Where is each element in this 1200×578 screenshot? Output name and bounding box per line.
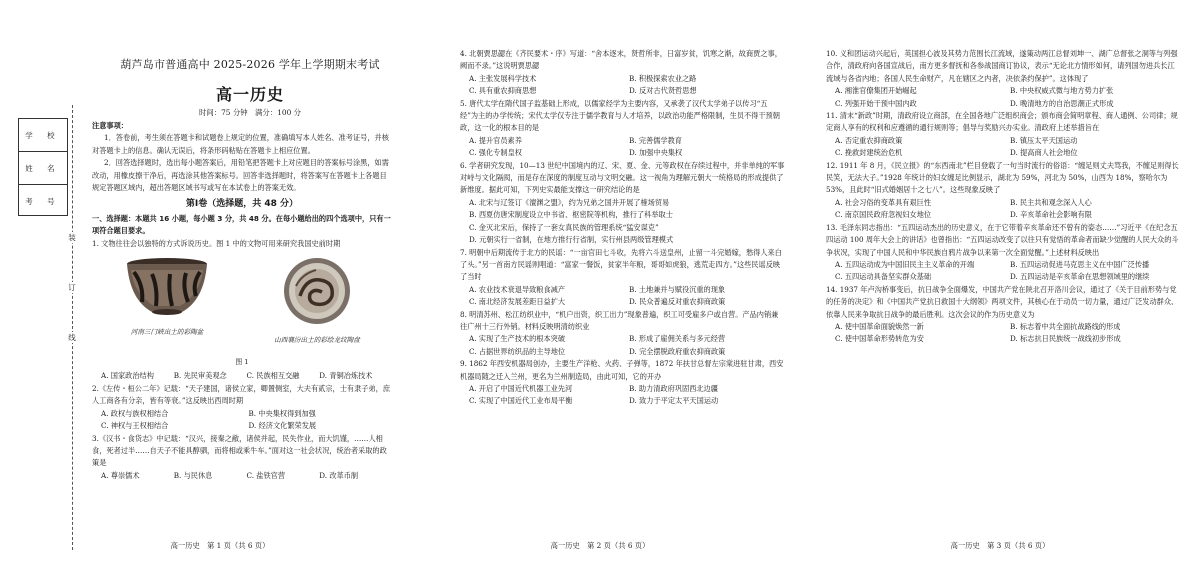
notes-title: 注意事项： [92,121,128,130]
q2-option-a[interactable]: A. 政权与族权相结合 [101,408,169,418]
question-12-stem: 12. 1911 年 8 月，《民立报》的“东西南北”栏目登载了一句当时流行的俗语：“缠足则丈夫骂我，不缠足则得长民笑，无法大子。”1928 年统计的妇女缠足比例显示，湖北为 59%，河北为 50%，山西为 18%，察哈尔为 53%，且此时“旧式婚姻居十之七八”。这些现象反映了 [826,160,1179,195]
question-12-options [835,197,1181,222]
q8-option-b[interactable]: B. 形成了雇佣关系与多元经营 [629,334,726,344]
q12-option-a[interactable]: A. 社会习俗的变革具有艰巨性 [835,197,932,207]
question-13-stem: 13. 毛泽东同志指出：“五四运动杰出的历史意义，在于它带着辛亥革命还不曾有的姿态……”习近平《在纪念五四运动 100 周年大会上的讲话》也曾指出：“五四运动改变了以往只有觉悟的革命者而缺少觉醒的人民大众的斗争状况，实现了中国人民和中华民族自鸦片战争以来第一次全面觉醒。”上述材料反映出 [826,222,1179,257]
question-2-stem: 2.《左传・桓公二年》记载：“天子建国，诸侯立家，卿置侧室，大夫有贰宗，士有隶子弟，庶人工商各有分亲，皆有等衰。”这反映出西周时期 [92,383,391,406]
question-9-options [469,383,785,408]
question-3-stem: 3.《汉书・食货志》中记载：“汉兴，接秦之敝，诸侯并起，民失作业，而大饥馑，……人相食，死者过半……自天子不能具醇驷，而将相或乘牛车。”面对这一社会状况，统治者采取的政策是 [92,433,387,468]
page2-content [460,48,785,408]
q6-option-c[interactable]: C. 金灭北宋后，保持了一套女真民族的管理系统“猛安谋克” [469,222,659,232]
exam-number-label: 考 号 [25,196,61,206]
q14-option-d[interactable]: D. 标志抗日民族统一战线初步形成 [1010,334,1121,344]
question-13-options [835,259,1181,284]
figure-caption-plate: 山西襄汾出土的彩绘龙纹陶盘 [274,336,360,345]
q2-option-c[interactable]: C. 神权与王权相结合 [101,421,169,431]
painted-pottery-basin-image [122,256,212,318]
question-6-stem: 6. 学者研究发现，10—13 世纪中国境内的辽、宋、夏、金、元等政权在存续过程中，并非单纯的军事对峙与文化隔阂，而是存在深度的制度互动与文明交融。这一视角为理解元朝大一统格局的形成提供了新维度。据此可知，下列史实最能支撑这一研究结论的是 [460,160,785,195]
question-1-stem: 1. 文物往往会以独特的方式诉说历史。图 1 中的文物可用来研究我国史前时期 [92,238,341,248]
q11-option-a[interactable]: A. 否定重农抑商政策 [835,135,903,145]
page-2-footer: 高一历史 第 2 页（共 6 页） [550,541,650,550]
q7-option-a[interactable]: A. 农业技术衰退导致粮食减产 [469,284,566,294]
page-3-footer: 高一历史 第 3 页（共 6 页） [950,541,1050,550]
question-14-options [835,321,1181,346]
question-7-options [469,284,785,309]
painted-pottery-basin-figure [107,256,227,352]
q5-option-b[interactable]: B. 完善儒学教育 [629,135,682,145]
q14-option-a[interactable]: A. 使中国革命面貌焕然一新 [835,321,924,331]
figure-1-label: 图 1 [235,358,249,367]
q13-option-c[interactable]: C. 五四运动具备坚实群众基础 [835,272,932,282]
q2-option-d[interactable]: D. 经济文化繁荣发展 [248,421,317,431]
q7-option-c[interactable]: C. 南北经济发展差距日益扩大 [469,297,566,307]
question-3-options [101,470,392,482]
question-10-options [835,85,1181,110]
q5-option-d[interactable]: D. 加强中央集权 [629,148,683,158]
binding-line [72,105,73,550]
q10-option-b[interactable]: B. 中央权威式微与地方势力扩张 [1010,86,1114,96]
q8-option-a[interactable]: A. 实现了生产技术的根本突破 [469,334,566,344]
q2-option-b[interactable]: B. 中央集权得到加强 [248,408,316,418]
page1-content [92,120,392,482]
q14-option-c[interactable]: C. 使中国革命形势转危为安 [835,334,924,344]
question-11-options [835,135,1181,160]
q13-option-d[interactable]: D. 五四运动是辛亥革命在思想领域里的继续 [1010,272,1150,282]
part-1-title: 第Ⅰ卷（选择题，共 48 分） [185,199,299,210]
question-4-stem: 4. 北朝贾思勰在《齐民要术・序》写道：“舍本逐末，贤哲所非，日富岁贫，饥寒之渐，故商贾之事，阙而不录。”这说明贾思勰 [460,49,782,71]
q3-option-d[interactable]: D. 改革币制 [319,470,359,480]
note-2: 2．回答选择题时，选出每小题答案后，用铅笔把答题卡上对应题目的答案标号涂黑，如需改动，用橡皮擦干净后，再选涂其他答案标号。回答非选择题时，将答案写在答题卡上各题目规定答题区域内，超出答题区域书写或写在本试卷上的答案无效。 [92,158,389,193]
q4-option-c[interactable]: C. 具有重农抑商思想 [469,86,537,96]
question-1-options [101,370,392,382]
q7-option-b[interactable]: B. 土地兼并与赋役沉重的现象 [629,284,726,294]
q13-option-b[interactable]: B. 五四运动促进马克思主义在中国广泛传播 [1010,259,1150,269]
figure-caption-basin: 河南三门峡出土的彩陶盆 [130,328,204,337]
q4-option-d[interactable]: D. 反对古代贤哲思想 [629,86,697,96]
binding-mark-xian: 线 [68,333,76,342]
q11-option-c[interactable]: C. 挽救封建统治危机 [835,148,903,158]
q6-option-a[interactable]: A. 北宋与辽签订《澶渊之盟》，约为兄弟之国并开展了榷场贸易 [469,197,670,207]
question-5-stem: 5. 唐代太学在隋代国子监基础上形成，以儒家经学为主要内容，又承袭了汉代太学弟子以传习“五经”为主的办学传统；宋代太学仅专注于儒学教育与人才培养，以政治功能严格限制，生员不得干预朝政，这一化的根本目的是 [460,98,780,133]
question-9-stem: 9. 1862 年西安机器局创办，主要生产洋枪、火药、子弹等，1872 年扶甘总督左宗棠进驻甘肃，西安机器局随之迁入兰州，更名为兰州制造局，由此可知，它的开办 [460,359,784,381]
q3-option-b[interactable]: B. 与民休息 [173,470,213,480]
exam-time-score: 时间：75 分钟 满分：100 分 [198,108,302,117]
q6-option-b[interactable]: B. 西夏仿唐宋制度设立中书省、枢密院等机构，推行了科举取士 [469,210,673,220]
question-4-options [469,73,785,98]
q6-option-d[interactable]: D. 元朝实行一省制，在地方推行行省制，实行州县两级管理模式 [469,235,674,245]
section-intro: 一、选择题：本题共 16 小题，每小题 3 分，共 48 分。在每小题给出的四个选项中，只有一项符合题目要求。 [92,213,391,236]
name-label: 姓 名 [19,152,67,185]
q12-option-b[interactable]: B. 民主共和观念深入人心 [1010,197,1092,207]
q10-option-c[interactable]: C. 列强开始干预中国内政 [835,98,917,108]
school-label: 学 校 [19,119,67,152]
school-exam-title: 葫芦岛市普通高中 2025-2026 学年上学期期末考试 [120,58,380,71]
q12-option-c[interactable]: C. 南京国民政府忽视妇女地位 [835,210,932,220]
q1-option-a[interactable]: A. 国家政治结构 [101,371,154,381]
exam-page-1 [0,0,400,578]
q5-option-a[interactable]: A. 提升官员素养 [469,135,522,145]
q1-option-b[interactable]: B. 先民审美观念 [173,371,227,381]
q3-option-c[interactable]: C. 盐铁官营 [246,470,286,480]
q5-option-c[interactable]: C. 强化专制皇权 [469,148,522,158]
q8-option-c[interactable]: C. 占据世界纺织品的主导地位 [469,346,566,356]
page3-content [826,48,1181,346]
q1-option-c[interactable]: C. 民族相互交融 [246,371,300,381]
dragon-plate-image [282,256,352,326]
subject-title: 高一历史 [215,85,284,104]
dragon-plate-figure [257,256,377,352]
question-11-stem: 11. 清末“新政”时期，清政府设立商部，在全国各地广泛组织商会；颁布商会简明章程、商人通例、公司律；规定商人享有的权利和应遵循的通行规则等；倡导与奖励兴办实业。清政府上述举措旨在 [826,111,1178,133]
q9-option-d[interactable]: D. 致力于平定太平天国运动 [629,396,719,406]
student-info-box [18,118,68,216]
question-8-options [469,333,785,358]
q11-option-d[interactable]: D. 提高商人社会地位 [1010,148,1078,158]
note-1: 1．答卷前，考生须在答题卡和试题卷上规定的位置，准确填写本人姓名、准考证号，并核对答题卡上的信息。确认无误后，将条形码粘贴在答题卡上相应位置。 [92,133,389,155]
figure-1 [92,256,392,352]
q14-option-b[interactable]: B. 标志着中共全面抗战路线的形成 [1010,321,1121,331]
question-10-stem: 10. 义和团运动兴起后，英国担心波及其势力范围长江流域，遂策动两江总督刘坤一、湖广总督张之洞等与列强合作，清政府向各国宣战后，南方更多督抚和各参战国商订协议，表示“无论北方情形如何，请列国勿进兵长江流域与各省内地；各国人民生命财产，凡在辖区之内者，决依条约保护”。这体现了 [826,49,1178,83]
q10-option-a[interactable]: A. 湘淮官僚集团开始崛起 [835,86,917,96]
q3-option-a[interactable]: A. 尊崇儒术 [101,470,140,480]
q9-option-c[interactable]: C. 实现了中国近代工业布局平衡 [469,396,573,406]
binding-mark-zhuang: 装 [68,233,76,242]
exam-page-2 [400,0,800,578]
q13-option-a[interactable]: A. 五四运动成为中国旧民主主义革命的开端 [835,259,975,269]
q7-option-d[interactable]: D. 民众普遍反对重农抑商政策 [629,297,726,307]
question-8-stem: 8. 明清苏州、松江纺织业中，“机户出资，织工出力”现象普遍，织工可受雇多户或自营。产品内销兼往广州十三行外销。材料反映明清纺织业 [460,309,779,331]
q1-option-d[interactable]: D. 青铜冶炼技术 [319,371,373,381]
question-5-options [469,135,785,160]
exam-page-3 [800,0,1200,578]
q10-option-d[interactable]: D. 晚清地方的自治思潮正式形成 [1010,98,1114,108]
q9-option-b[interactable]: B. 助力清政府巩固西北边疆 [629,383,718,393]
question-6-options [469,197,785,247]
q9-option-a[interactable]: A. 开启了中国近代机器工业先河 [469,383,573,393]
question-14-stem: 14. 1937 年卢沟桥事变后，抗日战争全面爆发，中国共产党在陕北召开洛川会议，通过了《关于目前形势与党的任务的决定》和《中国共产党抗日救国十大纲领》两项文件，其核心在于动员一切力量，通过广泛发动群众、依靠人民来争取抗日战争的最后胜利。这次会议的作为历史意义为 [826,284,1179,319]
question-7-stem: 7. 明朝中后期流传于北方的民谣：“一亩官田七斗收，先将六斗送皇州，止留一斗完婚嫁，愁得人来白了头。”另一首南方民谣则唱道：“富家一餐饭，贫家半年粮，哥哥如虎狼，逃荒走四方。”这些民谣反映了当时 [460,247,782,282]
page-1-footer: 高一历史 第 1 页（共 6 页） [170,541,270,550]
q12-option-d[interactable]: D. 辛亥革命社会影响有限 [1010,210,1092,220]
question-2-options [101,408,392,433]
q4-option-b[interactable]: B. 积极探索农业之路 [629,73,697,83]
binding-mark-ding: 订 [68,283,76,292]
q8-option-d[interactable]: D. 完全摆脱政府重农抑商政策 [629,346,726,356]
q4-option-a[interactable]: A. 主张发展科学技术 [469,73,537,83]
q11-option-b[interactable]: B. 镇压太平天国运动 [1010,135,1078,145]
